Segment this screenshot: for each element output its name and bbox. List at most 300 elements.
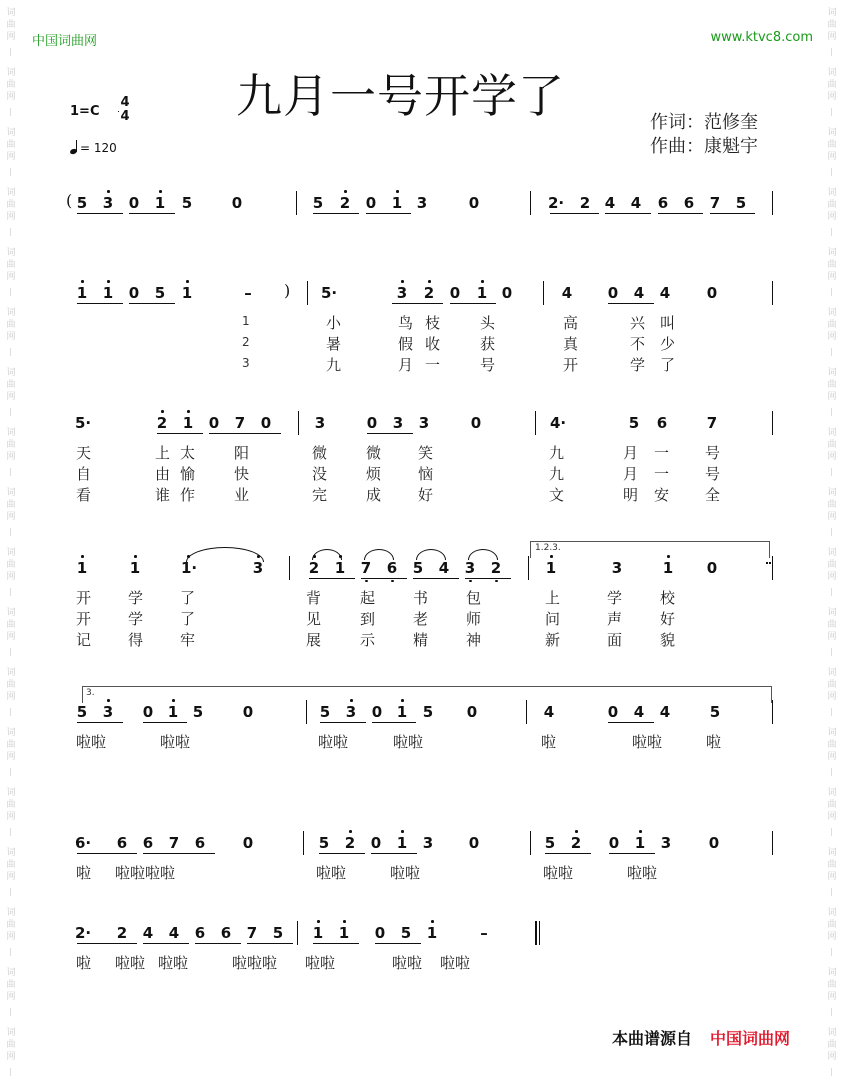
tie-slur	[364, 549, 394, 560]
barline	[526, 700, 527, 724]
lyric-syllable: 恼	[418, 465, 434, 483]
watermark-glyph: 网	[827, 332, 837, 342]
watermark-glyph: 网	[827, 992, 837, 1002]
watermark-glyph: 网	[6, 92, 16, 102]
watermark-glyph: 网	[6, 1052, 16, 1062]
note-2-13: 6	[656, 414, 668, 432]
underline-beam	[319, 853, 365, 854]
underline-beam	[465, 578, 511, 579]
volta-bracket-1	[530, 541, 770, 558]
lyric-syllable: 了	[180, 589, 196, 607]
watermark-glyph: 曲	[827, 200, 837, 210]
watermark-glyph: 词	[6, 428, 16, 438]
watermark-glyph: 词	[6, 608, 16, 618]
note-5-11: 0	[468, 834, 480, 852]
watermark-tick	[831, 828, 832, 836]
watermark-glyph: 网	[827, 572, 837, 582]
note-5-13: 2	[570, 834, 582, 852]
note-4-4: 5	[192, 703, 204, 721]
source-brand-link[interactable]: 中国词曲网	[710, 1029, 791, 1048]
watermark-glyph: 曲	[6, 980, 16, 990]
watermark-glyph: 词	[6, 248, 16, 258]
note-4-2: 0	[142, 703, 154, 721]
lyric-syllable: 不	[630, 335, 646, 353]
lyric-syllable: 全	[705, 486, 721, 504]
note-6-10: 0	[374, 924, 386, 942]
watermark-glyph: 曲	[6, 740, 16, 750]
note-6-11: 5	[400, 924, 412, 942]
watermark-strip-left	[0, 0, 22, 1073]
watermark-glyph: 曲	[6, 440, 16, 450]
watermark-tick	[831, 528, 832, 536]
lyric-syllable: 完	[312, 486, 328, 504]
watermark-glyph: 网	[6, 452, 16, 462]
watermark-tick	[831, 1008, 832, 1016]
underline-beam	[77, 853, 137, 854]
note-0-1: 3	[102, 194, 114, 212]
note-1-14: 4	[633, 284, 645, 302]
tempo-marking	[70, 140, 117, 155]
watermark-glyph: 曲	[827, 860, 837, 870]
note-6-7: 5	[272, 924, 284, 942]
barline	[303, 831, 304, 855]
underline-beam	[361, 578, 407, 579]
barline	[296, 191, 297, 215]
underline-beam	[658, 213, 703, 214]
lyric-syllable: 笑	[418, 444, 434, 462]
watermark-glyph: 曲	[827, 140, 837, 150]
note-1-12: 4	[561, 284, 573, 302]
watermark-tick	[10, 948, 11, 956]
note-2-14: 7	[706, 414, 718, 432]
watermark-glyph: 网	[6, 32, 16, 42]
note-6-9: 1	[338, 924, 350, 942]
watermark-tick	[10, 1068, 11, 1076]
watermark-glyph: 曲	[6, 800, 16, 810]
time-signature-top: 4	[120, 95, 130, 110]
lyric-syllable: 月	[398, 356, 414, 374]
note-2-8: 3	[392, 414, 404, 432]
note-0-14: 4	[604, 194, 616, 212]
note-1-15: 4	[659, 284, 671, 302]
watermark-glyph: 网	[827, 1052, 837, 1062]
underline-beam	[375, 943, 421, 944]
lyric-syllable: 学	[128, 589, 144, 607]
note-1-13: 0	[607, 284, 619, 302]
note-0-10: 3	[416, 194, 428, 212]
watermark-glyph: 网	[827, 32, 837, 42]
lyric-syllable: 收	[425, 335, 441, 353]
watermark-glyph: 词	[6, 728, 16, 738]
watermark-tick	[10, 828, 11, 836]
lyric-syllable: 啦啦	[316, 864, 347, 882]
lyric-syllable: 啦	[76, 954, 92, 972]
watermark-tick	[10, 588, 11, 596]
barline	[772, 281, 773, 305]
watermark-glyph: 网	[827, 752, 837, 762]
note-6-4: 6	[194, 924, 206, 942]
note-0-18: 7	[709, 194, 721, 212]
underline-beam	[550, 213, 599, 214]
barline	[539, 921, 540, 945]
lyric-syllable: 高	[563, 314, 579, 332]
note-0-19: 5	[735, 194, 747, 212]
note-2-2: 1	[182, 414, 194, 432]
lyric-syllable: 记	[76, 631, 92, 649]
watermark-glyph: 曲	[6, 920, 16, 930]
watermark-glyph: 曲	[827, 380, 837, 390]
note-6-1: 2	[116, 924, 128, 942]
lyric-syllable: 学	[607, 589, 623, 607]
lyric-syllable: 获	[480, 335, 496, 353]
underline-beam	[392, 303, 443, 304]
watermark-glyph: 曲	[827, 620, 837, 630]
note-5-17: 0	[708, 834, 720, 852]
tie-slur	[312, 549, 342, 560]
key-signature: 1=C	[70, 104, 100, 119]
lyric-syllable: 开	[76, 610, 92, 628]
note-0-12: 2·	[548, 194, 565, 212]
note-5-14: 0	[608, 834, 620, 852]
note-1-0: 1	[76, 284, 88, 302]
lyric-syllable: 自	[76, 465, 92, 483]
watermark-glyph: 词	[827, 968, 837, 978]
watermark-glyph: 网	[827, 872, 837, 882]
site-name-left[interactable]: 中国词曲网	[32, 34, 98, 49]
lyric-syllable: 愉	[180, 465, 196, 483]
note-2-9: 3	[418, 414, 430, 432]
watermark-glyph: 曲	[827, 560, 837, 570]
watermark-tick	[831, 168, 832, 176]
barline	[289, 556, 290, 580]
watermark-tick	[10, 228, 11, 236]
tempo-value: = 120	[80, 141, 117, 155]
lyric-syllable: 号	[480, 356, 496, 374]
watermark-glyph: 网	[827, 152, 837, 162]
barline	[772, 700, 773, 724]
barline	[530, 831, 531, 855]
watermark-glyph: 词	[6, 8, 16, 18]
watermark-glyph: 词	[827, 908, 837, 918]
lyric-syllable: 起	[360, 589, 376, 607]
note-6-3: 4	[168, 924, 180, 942]
note-5-0: 6·	[75, 834, 92, 852]
note-0-11: 0	[468, 194, 480, 212]
watermark-tick	[10, 708, 11, 716]
watermark-glyph: 曲	[827, 920, 837, 930]
lyric-syllable: 九	[326, 356, 342, 374]
watermark-glyph: 词	[6, 788, 16, 798]
watermark-glyph: 网	[827, 452, 837, 462]
lyric-syllable: 啦啦	[115, 954, 146, 972]
watermark-glyph: 网	[6, 692, 16, 702]
watermark-glyph: 词	[827, 788, 837, 798]
note-1-16: 0	[706, 284, 718, 302]
watermark-glyph: 网	[6, 152, 16, 162]
note-0-0: 5	[76, 194, 88, 212]
note-1-7: 3	[396, 284, 408, 302]
note-5-1: 6	[116, 834, 128, 852]
repeat-sign	[766, 562, 769, 574]
watermark-glyph: 网	[6, 812, 16, 822]
underline-beam	[309, 578, 355, 579]
watermark-glyph: 曲	[827, 680, 837, 690]
volta-bracket-2	[82, 686, 772, 703]
watermark-glyph: 词	[827, 608, 837, 618]
lyric-syllable: 啦啦啦	[232, 954, 278, 972]
watermark-glyph: 曲	[6, 380, 16, 390]
note-4-12: 4	[543, 703, 555, 721]
watermark-glyph: 词	[827, 308, 837, 318]
note-6-2: 4	[142, 924, 154, 942]
underline-beam	[450, 303, 496, 304]
note-2-12: 5	[628, 414, 640, 432]
note-6-6: 7	[246, 924, 258, 942]
watermark-glyph: 词	[6, 368, 16, 378]
underline-beam	[235, 433, 281, 434]
note-0-9: 1	[391, 194, 403, 212]
lyric-syllable: 得	[128, 631, 144, 649]
watermark-glyph: 词	[6, 128, 16, 138]
lyric-syllable: 貌	[660, 631, 676, 649]
watermark-glyph: 词	[827, 488, 837, 498]
composer-credit: 作曲：康魁宇	[650, 136, 758, 157]
lyric-syllable: 看	[76, 486, 92, 504]
lyric-syllable: 由	[155, 465, 171, 483]
watermark-tick	[831, 708, 832, 716]
watermark-glyph: 网	[6, 512, 16, 522]
lyric-syllable: 啦啦	[76, 733, 107, 751]
note-6-0: 2·	[75, 924, 92, 942]
song-title: 九月一号开学了	[236, 69, 565, 123]
lyric-syllable: 太	[180, 444, 196, 462]
time-signature	[118, 96, 132, 124]
lyric-syllable: 牢	[180, 631, 196, 649]
lyric-syllable: 小	[326, 314, 342, 332]
watermark-glyph: 词	[6, 548, 16, 558]
note-3-13: 3	[611, 559, 623, 577]
watermark-glyph: 网	[827, 632, 837, 642]
note-5-4: 6	[194, 834, 206, 852]
watermark-glyph: 网	[6, 332, 16, 342]
note-4-16: 5	[709, 703, 721, 721]
barline	[535, 411, 536, 435]
watermark-tick	[831, 228, 832, 236]
watermark-glyph: 网	[6, 212, 16, 222]
note-2-1: 2	[156, 414, 168, 432]
lyric-syllable: 到	[360, 610, 376, 628]
lyric-syllable: 开	[563, 356, 579, 374]
note-6-13: –	[480, 924, 488, 942]
note-3-11: 2	[490, 559, 502, 577]
lyric-syllable: 啦啦	[543, 864, 574, 882]
underline-beam	[313, 213, 359, 214]
lyric-syllable: 少	[660, 335, 676, 353]
lyric-syllable: 背	[306, 589, 322, 607]
lyric-syllable: 展	[306, 631, 322, 649]
barline	[528, 556, 529, 580]
watermark-strip-right	[821, 0, 843, 1073]
note-2-7: 0	[366, 414, 378, 432]
lyric-syllable: 啦	[541, 733, 557, 751]
underline-beam	[129, 213, 175, 214]
watermark-tick	[10, 108, 11, 116]
lyric-syllable: 神	[466, 631, 482, 649]
note-3-14: 1	[662, 559, 674, 577]
lyric-syllable: 号	[705, 444, 721, 462]
note-1-2: 0	[128, 284, 140, 302]
note-4-10: 5	[422, 703, 434, 721]
lyric-syllable: 见	[306, 610, 322, 628]
lyric-syllable: 老	[413, 610, 429, 628]
note-5-7: 2	[344, 834, 356, 852]
lyric-syllable: 作	[180, 486, 196, 504]
note-5-5: 0	[242, 834, 254, 852]
lyric-syllable: 烦	[366, 465, 382, 483]
watermark-glyph: 词	[827, 8, 837, 18]
note-0-17: 6	[683, 194, 695, 212]
watermark-tick	[10, 768, 11, 776]
watermark-glyph: 词	[6, 968, 16, 978]
underline-beam	[157, 433, 203, 434]
lyric-syllable: 头	[480, 314, 496, 332]
underline-beam	[605, 213, 651, 214]
watermark-glyph: 网	[6, 272, 16, 282]
watermark-tick	[10, 348, 11, 356]
tie-slur	[416, 549, 446, 560]
watermark-glyph: 曲	[827, 740, 837, 750]
watermark-tick	[831, 1068, 832, 1076]
note-3-1: 1	[129, 559, 141, 577]
note-3-10: 3	[464, 559, 476, 577]
lyric-syllable: 月	[623, 465, 639, 483]
watermark-glyph: 曲	[6, 260, 16, 270]
volta-label-1: 1.2.3.	[535, 543, 561, 553]
watermark-glyph: 词	[6, 848, 16, 858]
lyric-syllable: 谁	[155, 486, 171, 504]
note-2-6: 3	[314, 414, 326, 432]
note-1-6: 5·	[321, 284, 338, 302]
underline-beam	[77, 303, 123, 304]
watermark-tick	[10, 468, 11, 476]
lyric-syllable: 暑	[326, 335, 342, 353]
note-5-3: 7	[168, 834, 180, 852]
watermark-tick	[10, 888, 11, 896]
note-1-3: 5	[154, 284, 166, 302]
note-6-12: 1	[426, 924, 438, 942]
watermark-glyph: 网	[827, 392, 837, 402]
watermark-glyph: 词	[827, 1028, 837, 1038]
underline-beam	[371, 853, 417, 854]
lyric-syllable: 好	[660, 610, 676, 628]
watermark-glyph: 曲	[827, 980, 837, 990]
final-barline	[535, 921, 537, 945]
watermark-glyph: 曲	[827, 1040, 837, 1050]
underline-beam	[77, 722, 123, 723]
watermark-glyph: 曲	[827, 800, 837, 810]
lyric-syllable: 微	[312, 444, 328, 462]
lyric-syllable: 假	[398, 335, 414, 353]
watermark-glyph: 网	[827, 812, 837, 822]
lyric-syllable: 啦	[706, 733, 722, 751]
note-0-6: 5	[312, 194, 324, 212]
note-5-15: 1	[634, 834, 646, 852]
tie-slur	[186, 547, 264, 562]
note-2-4: 7	[234, 414, 246, 432]
barline	[298, 411, 299, 435]
lyric-syllable: 阳	[234, 444, 250, 462]
watermark-glyph: 词	[827, 248, 837, 258]
lyric-syllable: 鸟	[398, 314, 414, 332]
watermark-glyph: 曲	[827, 80, 837, 90]
underline-beam	[247, 943, 293, 944]
watermark-tick	[831, 348, 832, 356]
note-0-5: 0	[231, 194, 243, 212]
underline-beam	[366, 213, 411, 214]
lyric-syllable: 开	[76, 589, 92, 607]
note-1-4: 1	[181, 284, 193, 302]
quarter-note-icon	[70, 140, 80, 154]
barline	[530, 191, 531, 215]
underline-beam	[710, 213, 755, 214]
watermark-glyph: 曲	[6, 20, 16, 30]
barline	[772, 556, 773, 580]
note-4-0: 5	[76, 703, 88, 721]
note-3-8: 5	[412, 559, 424, 577]
lyricist-credit: 作词：范修奎	[650, 112, 758, 133]
intro-paren-open: (	[66, 191, 73, 210]
watermark-glyph: 词	[6, 1028, 16, 1038]
note-1-11: 0	[501, 284, 513, 302]
note-6-8: 1	[312, 924, 324, 942]
watermark-tick	[831, 888, 832, 896]
lyric-syllable: 兴	[630, 314, 646, 332]
watermark-tick	[831, 288, 832, 296]
note-4-7: 3	[345, 703, 357, 721]
lyric-syllable: 示	[360, 631, 376, 649]
underline-beam	[372, 722, 416, 723]
lyric-syllable: 上	[545, 589, 561, 607]
source-label: 本曲谱源自	[612, 1029, 693, 1048]
watermark-tick	[10, 408, 11, 416]
watermark-glyph: 曲	[6, 560, 16, 570]
lyric-syllable: 啦	[76, 864, 92, 882]
watermark-tick	[831, 648, 832, 656]
site-url-right[interactable]: www.ktvc8.com	[710, 30, 813, 45]
note-4-14: 4	[633, 703, 645, 721]
lyric-syllable: 成	[366, 486, 382, 504]
watermark-tick	[10, 168, 11, 176]
watermark-glyph: 词	[827, 128, 837, 138]
note-0-7: 2	[339, 194, 351, 212]
watermark-glyph: 曲	[827, 320, 837, 330]
note-0-2: 0	[128, 194, 140, 212]
underline-beam	[129, 303, 175, 304]
volta-label-2: 3.	[86, 688, 95, 698]
barline	[543, 281, 544, 305]
note-3-2: 1·	[181, 559, 198, 577]
watermark-glyph: 曲	[6, 200, 16, 210]
lyric-syllable: 业	[234, 486, 250, 504]
watermark-tick	[831, 588, 832, 596]
lyric-syllable: 啦啦	[160, 733, 191, 751]
lyric-syllable: 九	[549, 444, 565, 462]
watermark-glyph: 网	[827, 212, 837, 222]
watermark-glyph: 词	[6, 488, 16, 498]
lyric-syllable: 号	[705, 465, 721, 483]
lyric-syllable: 面	[607, 631, 623, 649]
note-5-10: 3	[422, 834, 434, 852]
